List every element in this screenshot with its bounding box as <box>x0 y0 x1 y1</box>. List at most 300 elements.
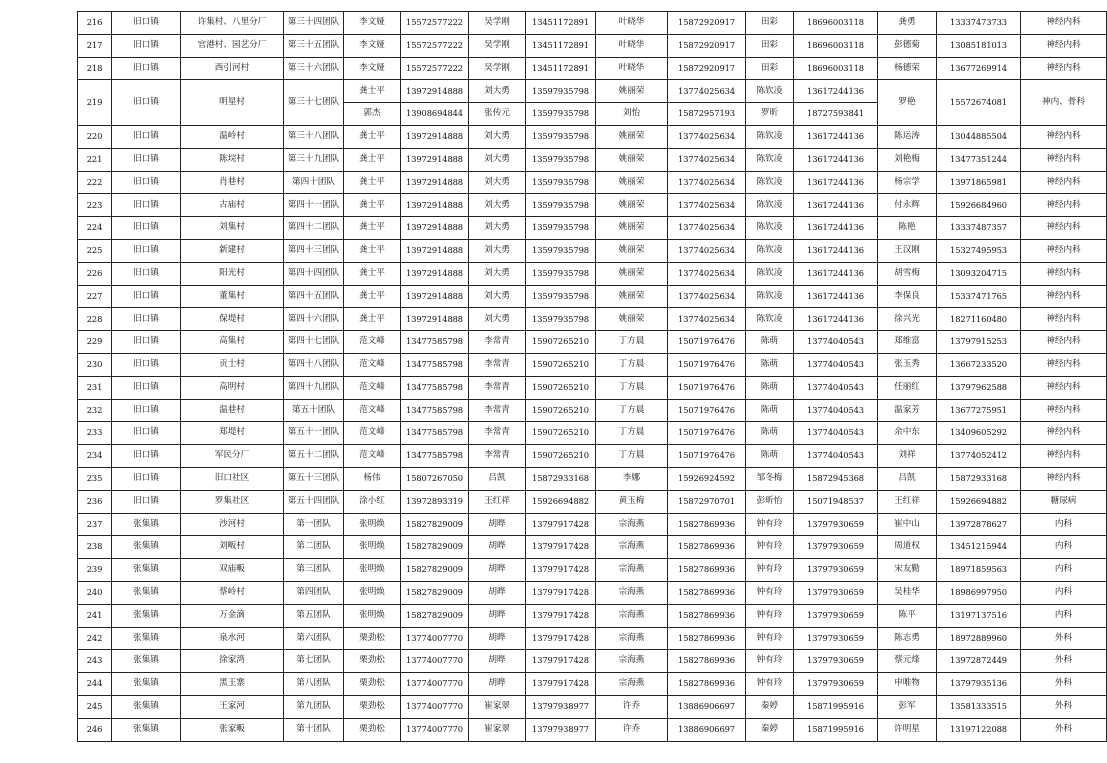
table-row <box>78 125 1107 148</box>
doctor-phone: 13797917428 <box>526 581 596 604</box>
table-row <box>78 308 1107 331</box>
public-health-name: 钟有玲 <box>746 581 794 604</box>
public-health-name: 田彩 <box>746 57 794 80</box>
nurse-name: 丁方晨 <box>596 353 668 376</box>
nurse-name: 宗海燕 <box>596 536 668 559</box>
nurse-name: 姚丽荣 <box>596 262 668 285</box>
town-cell: 旧口镇 <box>112 331 181 354</box>
table-row <box>78 513 1107 536</box>
doctor-phone: 15926694882 <box>526 490 596 513</box>
table-row <box>78 148 1107 171</box>
department-cell: 神经内科 <box>1021 148 1107 171</box>
team-cell: 第六团队 <box>284 627 344 650</box>
leader-name: 龚士平 <box>344 262 401 285</box>
doctor-phone: 15907265210 <box>526 422 596 445</box>
public-health-phone: 13617244136 <box>794 262 878 285</box>
department-cell: 神经内科 <box>1021 399 1107 422</box>
leader-phone: 13908694844 <box>401 103 469 126</box>
specialist-phone: 18271160480 <box>937 308 1021 331</box>
public-health-name: 陈钦凌 <box>746 262 794 285</box>
specialist-name: 余中东 <box>878 422 937 445</box>
nurse-name: 宗海燕 <box>596 627 668 650</box>
town-cell: 旧口镇 <box>112 285 181 308</box>
row-number: 224 <box>78 217 112 240</box>
public-health-phone: 13617244136 <box>794 194 878 217</box>
table-row <box>78 718 1107 741</box>
department-cell: 神经内科 <box>1021 217 1107 240</box>
public-health-name: 陈钦凌 <box>746 148 794 171</box>
public-health-phone: 13617244136 <box>794 171 878 194</box>
table-row <box>78 331 1107 354</box>
doctor-phone: 13797917428 <box>526 536 596 559</box>
doctor-name: 刘大勇 <box>469 262 526 285</box>
doctor-name: 胡晔 <box>469 536 526 559</box>
village-cell: 张家畈 <box>181 718 284 741</box>
table-row <box>78 627 1107 650</box>
leader-phone: 15827829009 <box>401 536 469 559</box>
nurse-name: 宗海燕 <box>596 673 668 696</box>
table-row <box>78 353 1107 376</box>
doctor-phone: 13797938977 <box>526 718 596 741</box>
public-health-name: 陈钦凌 <box>746 125 794 148</box>
team-cell: 第四十四团队 <box>284 262 344 285</box>
nurse-name: 宗海燕 <box>596 513 668 536</box>
doctor-name: 胡晔 <box>469 559 526 582</box>
public-health-phone: 18696003118 <box>794 34 878 57</box>
leader-name: 张明焕 <box>344 581 401 604</box>
table-row <box>78 536 1107 559</box>
row-number: 246 <box>78 718 112 741</box>
doctor-phone: 13797917428 <box>526 673 596 696</box>
leader-name: 张明焕 <box>344 536 401 559</box>
leader-name: 龚士平 <box>344 308 401 331</box>
public-health-phone: 13617244136 <box>794 217 878 240</box>
team-cell: 第四十六团队 <box>284 308 344 331</box>
nurse-phone: 15827869936 <box>668 536 746 559</box>
public-health-name: 陈钦凌 <box>746 285 794 308</box>
department-cell: 神经内科 <box>1021 467 1107 490</box>
department-cell: 神经内科 <box>1021 239 1107 262</box>
nurse-name: 丁方晨 <box>596 331 668 354</box>
specialist-name: 郑维富 <box>878 331 937 354</box>
leader-phone: 13774007770 <box>401 718 469 741</box>
row-number: 226 <box>78 262 112 285</box>
town-cell: 旧口镇 <box>112 353 181 376</box>
village-cell: 双庙畈 <box>181 559 284 582</box>
table-row <box>78 490 1107 513</box>
doctor-name: 刘大勇 <box>469 239 526 262</box>
leader-phone: 13477585798 <box>401 445 469 468</box>
table-row <box>78 80 1107 103</box>
specialist-phone: 13197137516 <box>937 604 1021 627</box>
leader-name: 龚士平 <box>344 285 401 308</box>
doctor-name: 刘大勇 <box>469 80 526 103</box>
nurse-phone: 13774025634 <box>668 239 746 262</box>
row-number: 221 <box>78 148 112 171</box>
doctor-phone: 13597935798 <box>526 125 596 148</box>
row-number: 231 <box>78 376 112 399</box>
team-cell: 第四十二团队 <box>284 217 344 240</box>
row-number: 243 <box>78 650 112 673</box>
public-health-phone: 13617244136 <box>794 285 878 308</box>
leader-phone: 13972914888 <box>401 125 469 148</box>
public-health-phone: 15071948537 <box>794 490 878 513</box>
town-cell: 旧口镇 <box>112 34 181 57</box>
leader-phone: 15827829009 <box>401 559 469 582</box>
row-number: 236 <box>78 490 112 513</box>
village-cell: 保堤村 <box>181 308 284 331</box>
specialist-name: 吕凯 <box>878 467 937 490</box>
public-health-phone: 13774040543 <box>794 422 878 445</box>
village-cell: 高明村 <box>181 376 284 399</box>
nurse-name: 姚丽荣 <box>596 217 668 240</box>
table-row <box>78 34 1107 57</box>
public-health-phone: 13797930659 <box>794 581 878 604</box>
leader-name: 李文娅 <box>344 34 401 57</box>
nurse-phone: 15827869936 <box>668 581 746 604</box>
doctor-name: 李常青 <box>469 331 526 354</box>
table-row <box>78 604 1107 627</box>
specialist-name: 张玉秀 <box>878 353 937 376</box>
table-row <box>78 467 1107 490</box>
specialist-phone: 15572674081 <box>937 80 1021 126</box>
doctor-phone: 13597935798 <box>526 285 596 308</box>
leader-name: 龚士平 <box>344 194 401 217</box>
town-cell: 旧口镇 <box>112 467 181 490</box>
nurse-phone: 13774025634 <box>668 262 746 285</box>
team-cell: 第十团队 <box>284 718 344 741</box>
team-cell: 第四团队 <box>284 581 344 604</box>
leader-name: 龚士平 <box>344 239 401 262</box>
nurse-name: 姚丽荣 <box>596 308 668 331</box>
department-cell: 神经内科 <box>1021 331 1107 354</box>
table-row <box>78 399 1107 422</box>
leader-name: 张明焕 <box>344 604 401 627</box>
village-cell: 肖巷村 <box>181 171 284 194</box>
team-cell: 第三十四团队 <box>284 12 344 35</box>
leader-name: 杨伟 <box>344 467 401 490</box>
doctor-phone: 15907265210 <box>526 353 596 376</box>
nurse-name: 姚丽荣 <box>596 148 668 171</box>
row-number: 230 <box>78 353 112 376</box>
nurse-phone: 15827869936 <box>668 650 746 673</box>
doctor-phone: 15907265210 <box>526 445 596 468</box>
leader-phone: 13477585798 <box>401 353 469 376</box>
doctor-name: 李常青 <box>469 399 526 422</box>
nurse-phone: 15872970701 <box>668 490 746 513</box>
doctor-name: 刘大勇 <box>469 148 526 171</box>
specialist-phone: 13774052412 <box>937 445 1021 468</box>
row-number: 238 <box>78 536 112 559</box>
doctor-phone: 13597935798 <box>526 239 596 262</box>
nurse-name: 姚丽荣 <box>596 80 668 103</box>
specialist-name: 申唯物 <box>878 673 937 696</box>
leader-name: 范文峰 <box>344 331 401 354</box>
doctor-name: 刘大勇 <box>469 125 526 148</box>
doctor-phone: 13451172891 <box>526 34 596 57</box>
public-health-name: 秦婷 <box>746 695 794 718</box>
nurse-name: 丁方晨 <box>596 376 668 399</box>
specialist-name: 刘祥 <box>878 445 937 468</box>
village-cell: 西引河村 <box>181 57 284 80</box>
public-health-name: 钟有玲 <box>746 673 794 696</box>
department-cell: 内科 <box>1021 536 1107 559</box>
specialist-name: 胡雪梅 <box>878 262 937 285</box>
specialist-name: 龚勇 <box>878 12 937 35</box>
nurse-phone: 13774025634 <box>668 171 746 194</box>
town-cell: 张集镇 <box>112 604 181 627</box>
village-cell: 许集村、八里分厂 <box>181 12 284 35</box>
department-cell: 外科 <box>1021 718 1107 741</box>
specialist-phone: 13451215944 <box>937 536 1021 559</box>
row-number: 219 <box>78 80 112 126</box>
leader-phone: 13972893319 <box>401 490 469 513</box>
row-number: 227 <box>78 285 112 308</box>
nurse-name: 姚丽荣 <box>596 125 668 148</box>
team-cell: 第四十八团队 <box>284 353 344 376</box>
nurse-name: 许乔 <box>596 718 668 741</box>
table-row <box>78 12 1107 35</box>
doctor-phone: 13597935798 <box>526 80 596 103</box>
leader-name: 范文峰 <box>344 399 401 422</box>
doctor-name: 王红祥 <box>469 490 526 513</box>
nurse-phone: 15071976476 <box>668 422 746 445</box>
leader-name: 龚士平 <box>344 148 401 171</box>
nurse-name: 宗海燕 <box>596 559 668 582</box>
nurse-name: 刘怡 <box>596 103 668 126</box>
team-cell: 第四十七团队 <box>284 331 344 354</box>
nurse-name: 姚丽荣 <box>596 285 668 308</box>
specialist-phone: 13337487357 <box>937 217 1021 240</box>
leader-phone: 13972914888 <box>401 285 469 308</box>
specialist-phone: 13197122088 <box>937 718 1021 741</box>
department-cell: 神经内科 <box>1021 376 1107 399</box>
specialist-name: 李保良 <box>878 285 937 308</box>
doctor-phone: 13451172891 <box>526 12 596 35</box>
table-row <box>78 376 1107 399</box>
doctor-phone: 13597935798 <box>526 194 596 217</box>
specialist-name: 罗艳 <box>878 80 937 126</box>
village-cell: 罗集社区 <box>181 490 284 513</box>
doctor-phone: 13797917428 <box>526 559 596 582</box>
specialist-phone: 18971859563 <box>937 559 1021 582</box>
nurse-name: 许乔 <box>596 695 668 718</box>
town-cell: 张集镇 <box>112 627 181 650</box>
village-cell: 温巷村 <box>181 399 284 422</box>
nurse-phone: 13774025634 <box>668 148 746 171</box>
public-health-name: 陈钦凌 <box>746 171 794 194</box>
row-number: 234 <box>78 445 112 468</box>
village-cell: 王家河 <box>181 695 284 718</box>
team-cell: 第三十九团队 <box>284 148 344 171</box>
public-health-name: 钟有玲 <box>746 559 794 582</box>
team-cell: 第八团队 <box>284 673 344 696</box>
nurse-name: 叶晓华 <box>596 34 668 57</box>
table-row <box>78 695 1107 718</box>
doctor-phone: 15907265210 <box>526 376 596 399</box>
specialist-name: 许明星 <box>878 718 937 741</box>
table-row <box>78 422 1107 445</box>
leader-phone: 15572577222 <box>401 34 469 57</box>
public-health-name: 陈萌 <box>746 376 794 399</box>
nurse-name: 丁方晨 <box>596 422 668 445</box>
village-cell: 高集村 <box>181 331 284 354</box>
nurse-phone: 13774025634 <box>668 308 746 331</box>
doctor-phone: 13797917428 <box>526 513 596 536</box>
public-health-phone: 13797930659 <box>794 650 878 673</box>
specialist-phone: 13085181013 <box>937 34 1021 57</box>
leader-name: 栗劲松 <box>344 718 401 741</box>
nurse-phone: 13886906697 <box>668 718 746 741</box>
department-cell: 外科 <box>1021 673 1107 696</box>
leader-phone: 15827829009 <box>401 513 469 536</box>
leader-phone: 13774007770 <box>401 627 469 650</box>
public-health-name: 田彩 <box>746 12 794 35</box>
specialist-name: 彭军 <box>878 695 937 718</box>
specialist-name: 任丽红 <box>878 376 937 399</box>
nurse-phone: 15872920917 <box>668 57 746 80</box>
public-health-name: 陈钦凌 <box>746 194 794 217</box>
public-health-phone: 18696003118 <box>794 12 878 35</box>
specialist-name: 温家芳 <box>878 399 937 422</box>
town-cell: 旧口镇 <box>112 445 181 468</box>
table-row <box>78 194 1107 217</box>
leader-name: 张明焕 <box>344 559 401 582</box>
doctor-phone: 13597935798 <box>526 103 596 126</box>
doctor-phone: 13797917428 <box>526 604 596 627</box>
village-cell: 军民分厂 <box>181 445 284 468</box>
doctor-name: 胡晔 <box>469 673 526 696</box>
department-cell: 神经内科 <box>1021 422 1107 445</box>
row-number: 232 <box>78 399 112 422</box>
leader-name: 涂小红 <box>344 490 401 513</box>
row-number: 237 <box>78 513 112 536</box>
leader-phone: 15807267050 <box>401 467 469 490</box>
department-cell: 神经内科 <box>1021 308 1107 331</box>
table-row <box>78 581 1107 604</box>
public-health-phone: 15871995916 <box>794 695 878 718</box>
specialist-phone: 13093204715 <box>937 262 1021 285</box>
team-cell: 第三十六团队 <box>284 57 344 80</box>
doctor-name: 胡晔 <box>469 627 526 650</box>
leader-name: 龚士平 <box>344 171 401 194</box>
table-row <box>78 217 1107 240</box>
village-cell: 董集村 <box>181 285 284 308</box>
nurse-phone: 15071976476 <box>668 399 746 422</box>
department-cell: 神经内科 <box>1021 194 1107 217</box>
public-health-name: 陈萌 <box>746 331 794 354</box>
department-cell: 神经内科 <box>1021 353 1107 376</box>
row-number: 218 <box>78 57 112 80</box>
town-cell: 旧口镇 <box>112 422 181 445</box>
leader-name: 郭杰 <box>344 103 401 126</box>
leader-name: 张明焕 <box>344 513 401 536</box>
nurse-name: 李娜 <box>596 467 668 490</box>
nurse-name: 姚丽荣 <box>596 194 668 217</box>
doctor-name: 张传元 <box>469 103 526 126</box>
leader-name: 范文峰 <box>344 445 401 468</box>
leader-phone: 13972914888 <box>401 148 469 171</box>
public-health-phone: 13617244136 <box>794 80 878 103</box>
leader-name: 范文峰 <box>344 376 401 399</box>
town-cell: 张集镇 <box>112 718 181 741</box>
department-cell: 神经内科 <box>1021 34 1107 57</box>
public-health-phone: 18727593841 <box>794 103 878 126</box>
doctor-name: 胡晔 <box>469 581 526 604</box>
town-cell: 张集镇 <box>112 650 181 673</box>
public-health-phone: 15871995916 <box>794 718 878 741</box>
leader-name: 范文峰 <box>344 422 401 445</box>
nurse-phone: 15071976476 <box>668 353 746 376</box>
village-cell: 蔡岭村 <box>181 581 284 604</box>
leader-phone: 13477585798 <box>401 376 469 399</box>
town-cell: 旧口镇 <box>112 148 181 171</box>
nurse-phone: 13774025634 <box>668 194 746 217</box>
leader-phone: 13972914888 <box>401 80 469 103</box>
nurse-phone: 15827869936 <box>668 673 746 696</box>
row-number: 241 <box>78 604 112 627</box>
leader-phone: 13972914888 <box>401 308 469 331</box>
specialist-phone: 15926684960 <box>937 194 1021 217</box>
nurse-phone: 15872957193 <box>668 103 746 126</box>
roster-table <box>77 11 1085 742</box>
specialist-name: 陈艳 <box>878 217 937 240</box>
village-cell: 温岭村 <box>181 125 284 148</box>
village-cell: 明星村 <box>181 80 284 126</box>
doctor-name: 胡晔 <box>469 513 526 536</box>
public-health-phone: 13774040543 <box>794 399 878 422</box>
doctor-name: 刘大勇 <box>469 217 526 240</box>
row-number: 235 <box>78 467 112 490</box>
nurse-phone: 15071976476 <box>668 331 746 354</box>
nurse-phone: 13774025634 <box>668 217 746 240</box>
nurse-name: 宗海燕 <box>596 604 668 627</box>
doctor-name: 吕凯 <box>469 467 526 490</box>
village-cell: 刘畈村 <box>181 536 284 559</box>
team-cell: 第五十一团队 <box>284 422 344 445</box>
row-number: 216 <box>78 12 112 35</box>
public-health-name: 陈萌 <box>746 422 794 445</box>
specialist-name: 陈志勇 <box>878 627 937 650</box>
team-cell: 第三十五团队 <box>284 34 344 57</box>
team-cell: 第五十三团队 <box>284 467 344 490</box>
doctor-name: 刘大勇 <box>469 171 526 194</box>
leader-name: 李文娅 <box>344 12 401 35</box>
specialist-name: 王红祥 <box>878 490 937 513</box>
leader-name: 龚士平 <box>344 125 401 148</box>
table-row <box>78 559 1107 582</box>
public-health-phone: 13617244136 <box>794 308 878 331</box>
nurse-name: 叶晓华 <box>596 12 668 35</box>
leader-phone: 15827829009 <box>401 604 469 627</box>
public-health-name: 陈钦凌 <box>746 308 794 331</box>
town-cell: 旧口镇 <box>112 80 181 126</box>
department-cell: 神经内科 <box>1021 171 1107 194</box>
specialist-phone: 13409605292 <box>937 422 1021 445</box>
leader-phone: 13774007770 <box>401 650 469 673</box>
nurse-name: 姚丽荣 <box>596 239 668 262</box>
nurse-phone: 13774025634 <box>668 80 746 103</box>
team-cell: 第五团队 <box>284 604 344 627</box>
department-cell: 内科 <box>1021 559 1107 582</box>
public-health-phone: 13617244136 <box>794 239 878 262</box>
team-cell: 第一团队 <box>284 513 344 536</box>
nurse-phone: 15071976476 <box>668 445 746 468</box>
doctor-phone: 13597935798 <box>526 217 596 240</box>
department-cell: 内科 <box>1021 604 1107 627</box>
doctor-name: 刘大勇 <box>469 308 526 331</box>
leader-phone: 13972914888 <box>401 194 469 217</box>
